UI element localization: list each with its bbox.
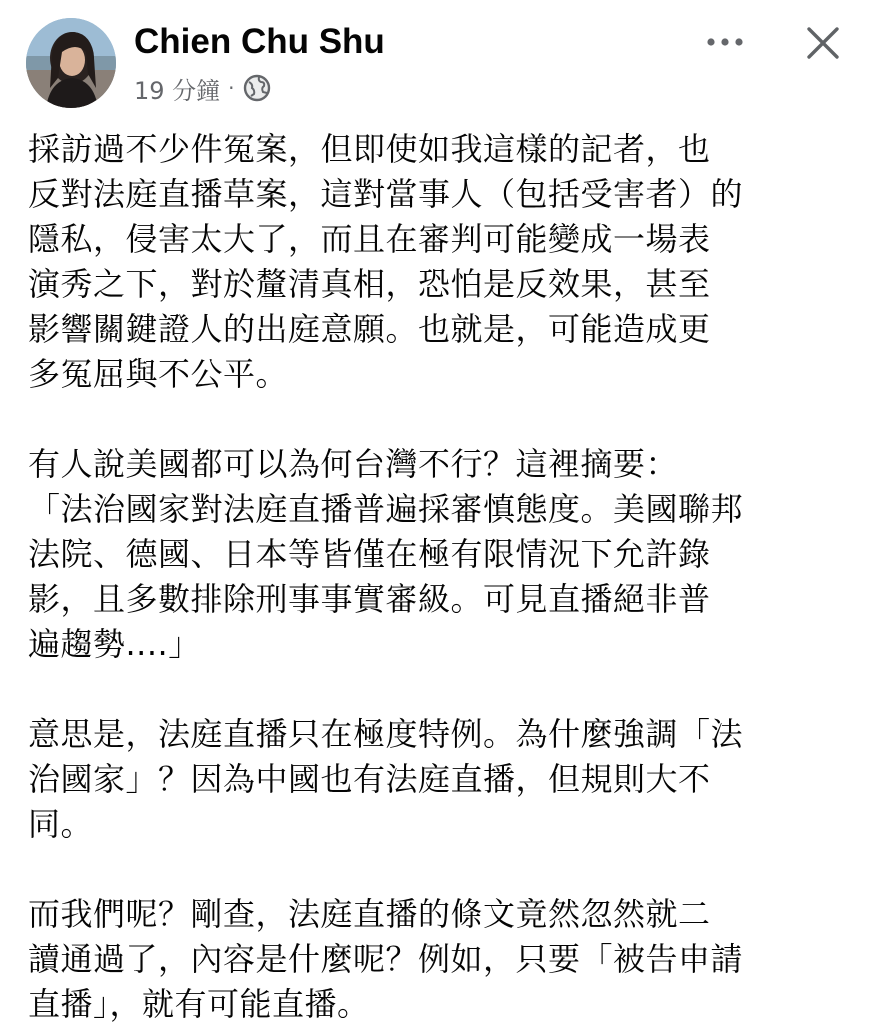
paragraph-gap: [28, 667, 848, 712]
paragraph-gap: [28, 397, 848, 442]
more-options-button[interactable]: [700, 22, 750, 62]
paragraph-gap: [28, 847, 848, 892]
avatar-photo: [26, 18, 116, 108]
post-paragraph: 意思是，法庭直播只在極度特例。為什麼強調「法 治國家」？因為中國也有法庭直播，但規則大不 同。: [28, 715, 744, 843]
avatar[interactable]: [26, 18, 116, 108]
close-button[interactable]: [798, 18, 848, 68]
post-meta: [134, 70, 271, 106]
close-icon: [806, 26, 840, 60]
author-name[interactable]: Chien Chu Shu: [134, 22, 385, 61]
meta-separator: ·: [228, 76, 235, 100]
post-paragraph: 而我們呢？剛查，法庭直播的條文竟然忽然就二 讀通過了，內容是什麼呢？例如，只要「被告申請 直播」，就有可能直播。: [28, 895, 744, 1023]
post-paragraph: 採訪過不少件冤案，但即使如我這樣的記者，也 反對法庭直播草案，這對當事人（包括受害者）的 隱私，侵害太大了，而且在審判可能變成一場表 演秀之下，對於釐清真相，恐怕是反效果，甚至 影響關鍵證人的出庭意願。也就是，可能造成更 多冤屈與不公平。: [28, 130, 744, 393]
post-body: [28, 127, 848, 1027]
post-header: [0, 0, 871, 120]
globe-icon[interactable]: [243, 74, 271, 102]
post-paragraph: 有人說美國都可以為何台灣不行？這裡摘要： 「法治國家對法庭直播普遍採審慎態度。美國聯邦 法院、德國、日本等皆僅在極有限情況下允許錄 影，且多數排除刑事事實審級。可見直播絕非普 遍趨勢....」: [28, 445, 744, 663]
more-horizontal-icon: [705, 36, 745, 48]
post-timestamp[interactable]: 19 分鐘: [134, 76, 221, 105]
